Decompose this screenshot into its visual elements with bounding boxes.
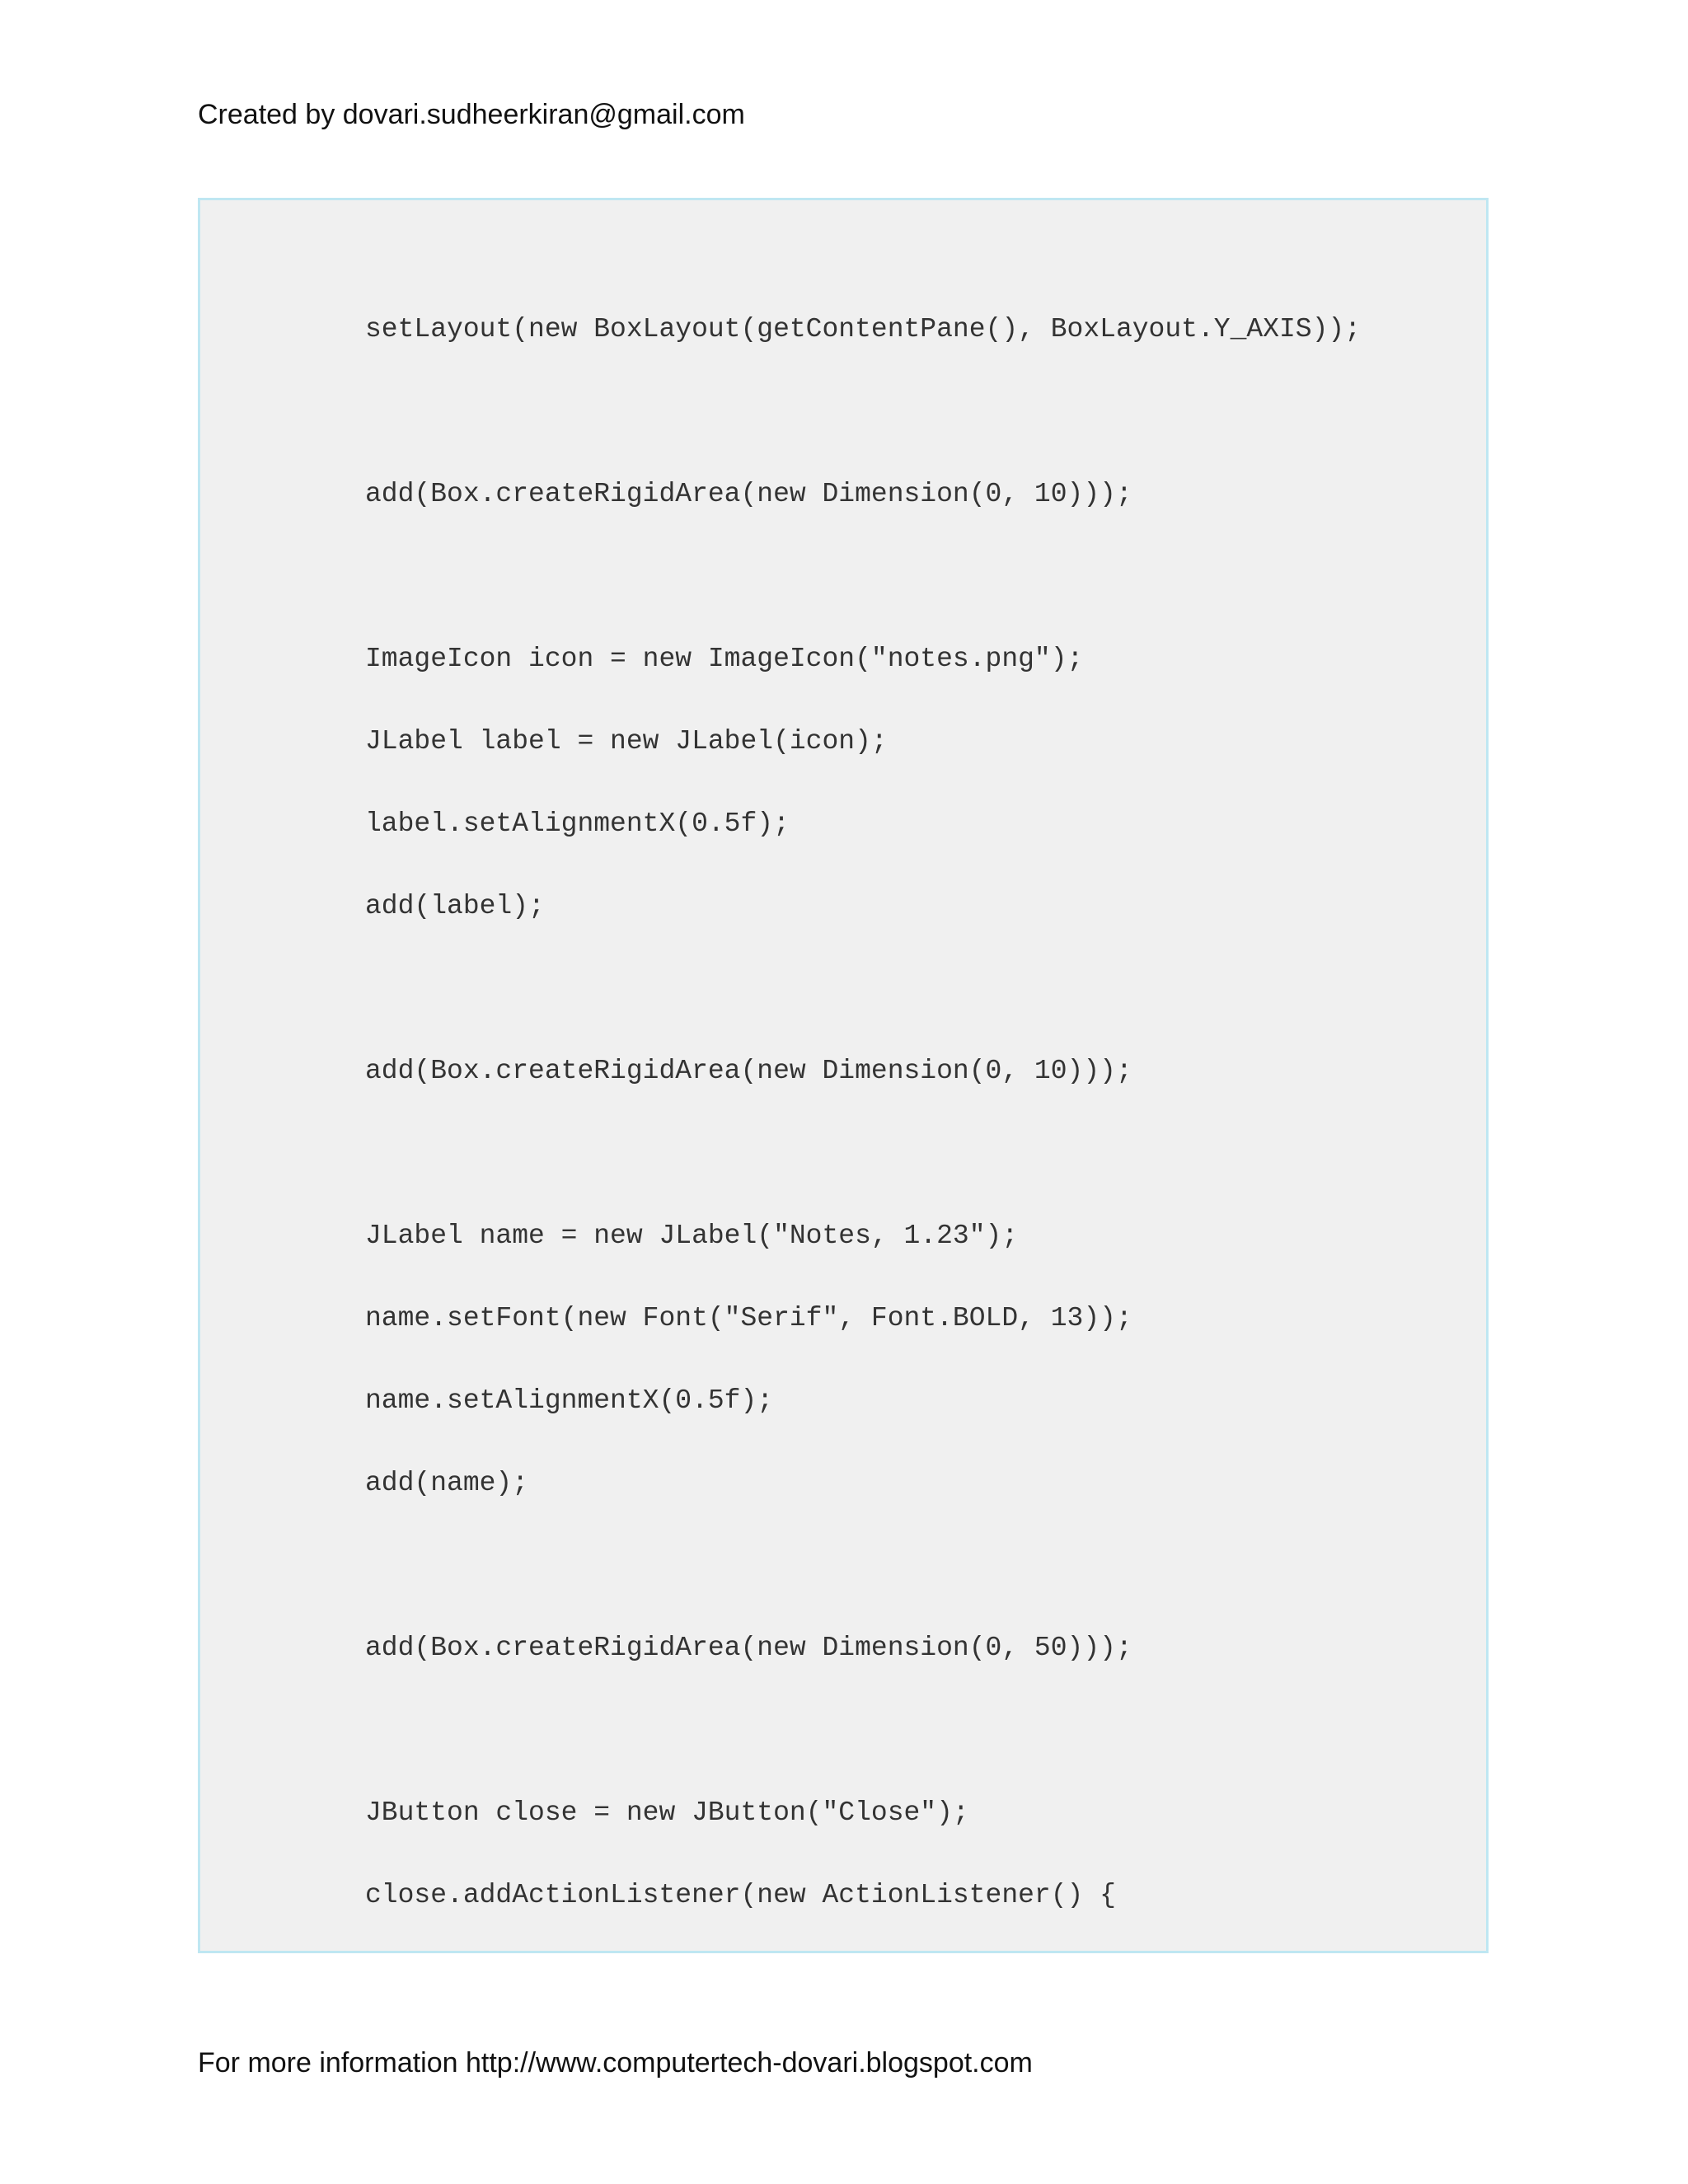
- code-line: add(Box.createRigidArea(new Dimension(0, 50)));: [365, 1633, 1132, 1663]
- code-line: add(name);: [365, 1468, 529, 1498]
- code-line: add(Box.createRigidArea(new Dimension(0, 10)));: [365, 1056, 1132, 1086]
- code-line: name.setFont(new Font("Serif", Font.BOLD, 13));: [365, 1303, 1132, 1333]
- page-header: Created by dovari.sudheerkiran@gmail.com: [198, 99, 745, 130]
- code-line: close.addActionListener(new ActionListener() {: [365, 1880, 1116, 1910]
- code-line: setLayout(new BoxLayout(getContentPane(), BoxLayout.Y_AXIS));: [365, 314, 1361, 344]
- code-line: JButton close = new JButton("Close");: [365, 1797, 969, 1828]
- page-footer: For more information http://www.computertech-dovari.blogspot.com: [198, 2047, 1033, 2079]
- code-line: JLabel label = new JLabel(icon);: [365, 726, 888, 757]
- code-line: ImageIcon icon = new ImageIcon("notes.png");: [365, 644, 1084, 674]
- code-line: JLabel name = new JLabel("Notes, 1.23");: [365, 1221, 1019, 1251]
- code-line: label.setAlignmentX(0.5f);: [365, 808, 790, 839]
- code-block: [198, 198, 1489, 1953]
- code-line: add(Box.createRigidArea(new Dimension(0, 10)));: [365, 479, 1132, 509]
- code-line: add(label);: [365, 891, 545, 921]
- code-line: name.setAlignmentX(0.5f);: [365, 1385, 774, 1416]
